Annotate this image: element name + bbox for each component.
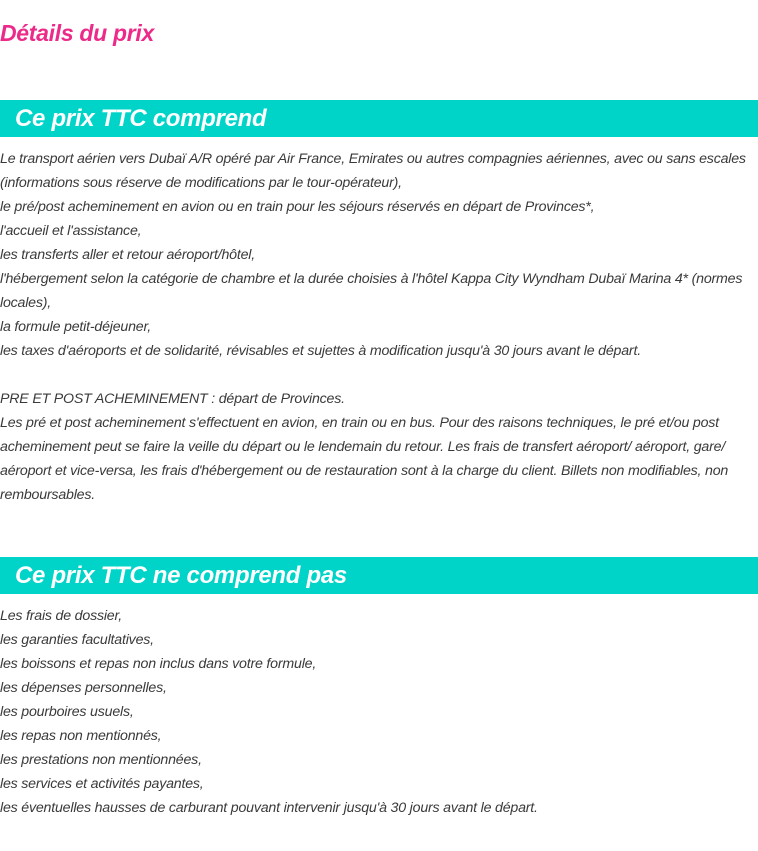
included-item: le pré/post acheminement en avion ou en train pour les séjours réservés en départ de Provinces*, [0,199,595,215]
excluded-section-heading: Ce prix TTC ne comprend pas [15,562,347,589]
excluded-items-list [0,604,756,820]
included-item: les transferts aller et retour aéroport/hôtel, [0,247,255,263]
excluded-item: les repas non mentionnés, [0,728,162,744]
excluded-item: Les frais de dossier, [0,608,122,624]
excluded-section-header [0,557,758,594]
excluded-item: les garanties facultatives, [0,632,154,648]
excluded-item: les pourboires usuels, [0,704,134,720]
excluded-item: les boissons et repas non inclus dans votre formule, [0,656,317,672]
included-item: l'accueil et l'assistance, [0,223,142,239]
transfer-note-title: PRE ET POST ACHEMINEMENT : départ de Provinces. [0,391,345,407]
included-item: l'hébergement selon la catégorie de chambre et la durée choisies à l'hôtel Kappa City Wyndham Dubaï Marina 4* (normes locales), [0,271,743,311]
transfer-note-body: Les pré et post acheminement s'effectuent en avion, en train ou en bus. Pour des raisons techniques, le pré et/ou post acheminement peut se faire la veille du départ ou le lendemain du retour. Les frais de transfert aéroport/ aéroport, gare/ aéroport et vice-versa, les frais d'hébergement ou de restauration sont à la charge du client. Billets non modifiables, non remboursables. [0,415,729,503]
included-item: les taxes d'aéroports et de solidarité, révisables et sujettes à modification jusqu'à 30 jours avant le départ. [0,343,641,359]
excluded-item: les éventuelles hausses de carburant pouvant intervenir jusqu'à 30 jours avant le départ. [0,800,538,816]
included-item: Le transport aérien vers Dubaï A/R opéré par Air France, Emirates ou autres compagnies aériennes, avec ou sans escales (informations sous réserve de modifications par le tour-opérateur), [0,151,746,191]
paragraph-spacer [0,363,756,387]
included-section-heading: Ce prix TTC comprend [15,105,267,132]
included-item: la formule petit-déjeuner, [0,319,151,335]
excluded-item: les dépenses personnelles, [0,680,167,696]
excluded-item: les prestations non mentionnées, [0,752,202,768]
included-items-list [0,147,756,507]
included-section-header [0,100,758,137]
excluded-item: les services et activités payantes, [0,776,204,792]
page-title: Détails du prix [0,20,154,46]
